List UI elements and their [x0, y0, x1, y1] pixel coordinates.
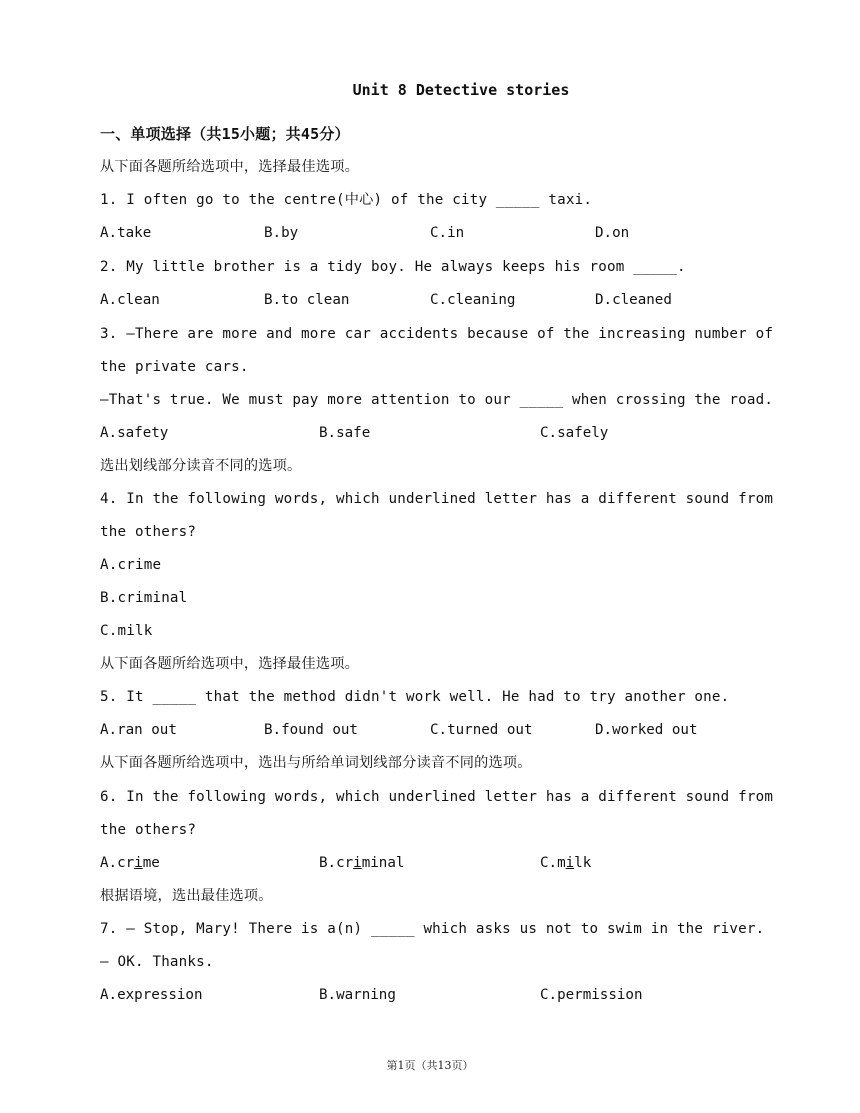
instruction-line: 根据语境，选出最佳选项。 [100, 888, 273, 904]
question-4-option-c: C.milk [100, 623, 153, 639]
question-6-option-c: C.milk [540, 855, 592, 871]
question-7-stem-line-2: — OK. Thanks. [100, 954, 214, 970]
question-2-stem: 2. My little brother is a tidy boy. He always keeps his room _____. [100, 259, 686, 275]
section-heading: 一、单项选择（共15小题；共45分） [100, 125, 350, 143]
question-4-option-a: A.crime [100, 557, 162, 573]
question-6-stem-line-1: 6. In the following words, which underlined letter has a different sound from [100, 789, 774, 805]
question-1-option-a: A.take [100, 225, 152, 241]
question-7-option-b: B.warning [319, 987, 396, 1003]
question-2-option-a: A.clean [100, 292, 160, 308]
question-1-option-c: C.in [430, 225, 465, 241]
page-footer: 第1页（共13页） [386, 1059, 474, 1072]
underlined-letter: i [353, 855, 362, 871]
question-3-option-a: A.safety [100, 425, 169, 441]
question-1-option-d: D.on [595, 225, 630, 241]
question-7-option-c: C.permission [540, 987, 643, 1003]
question-7-option-a: A.expression [100, 987, 203, 1003]
question-2-option-b: B.to clean [264, 292, 350, 308]
question-6-option-b: B.criminal [319, 855, 405, 871]
question-6-option-a: A.crime [100, 855, 160, 871]
question-5-option-a: A.ran out [100, 722, 177, 738]
question-1-option-b: B.by [264, 225, 299, 241]
question-4-stem-line-1: 4. In the following words, which underlined letter has a different sound from [100, 491, 774, 507]
question-2-option-d: D.cleaned [595, 292, 672, 308]
question-5-option-d: D.worked out [595, 722, 698, 738]
question-3-option-c: C.safely [540, 425, 609, 441]
question-4-stem-line-2: the others? [100, 524, 197, 540]
underlined-letter: i [134, 855, 143, 871]
instruction-line: 从下面各题所给选项中，选择最佳选项。 [100, 656, 359, 672]
question-5-option-b: B.found out [264, 722, 358, 738]
question-3-option-b: B.safe [319, 425, 371, 441]
instruction-line: 选出划线部分读音不同的选项。 [100, 458, 302, 474]
question-3-stem-line-2: the private cars. [100, 359, 249, 375]
question-5-option-c: C.turned out [430, 722, 533, 738]
question-7-stem-line-1: 7. — Stop, Mary! There is a(n) _____ which asks us not to swim in the river. [100, 921, 765, 937]
question-2-option-c: C.cleaning [430, 292, 516, 308]
question-1-stem: 1. I often go to the centre(中心) of the city _____ taxi. [100, 192, 593, 208]
underlined-letter: i [565, 855, 575, 871]
question-6-stem-line-2: the others? [100, 822, 197, 838]
instruction-line: 从下面各题所给选项中，选择最佳选项。 [100, 159, 359, 175]
document-title: Unit 8 Detective stories [352, 81, 570, 99]
instruction-line: 从下面各题所给选项中，选出与所给单词划线部分读音不同的选项。 [100, 755, 532, 771]
question-4-option-b: B.criminal [100, 590, 188, 606]
question-3-stem-line-1: 3. —There are more and more car accidents because of the increasing number of [100, 326, 774, 342]
question-3-stem-line-3: —That's true. We must pay more attention to our _____ when crossing the road. [100, 392, 774, 408]
question-5-stem: 5. It _____ that the method didn't work well. He had to try another one. [100, 689, 730, 705]
